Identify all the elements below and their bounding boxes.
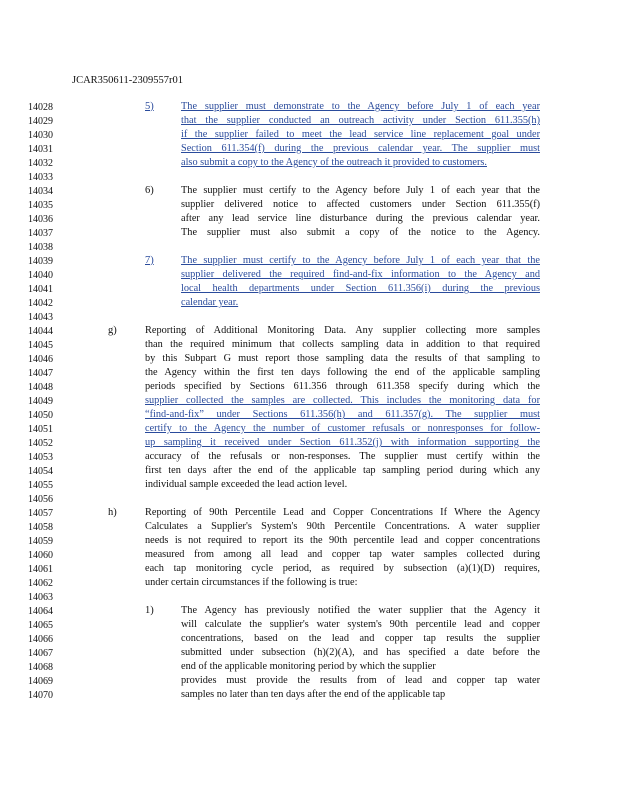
line-number: 14050 <box>28 410 53 421</box>
marker-h: h) <box>108 507 117 518</box>
text-line: The supplier must also submit a copy of the notice to the Agency. <box>181 227 540 238</box>
line-number: 14028 <box>28 102 53 113</box>
text-line: samples no later than ten days after the end of the applicable tap <box>181 689 446 700</box>
line-number: 14032 <box>28 158 53 169</box>
line-number: 14047 <box>28 368 53 379</box>
line-number: 14038 <box>28 242 53 253</box>
text-line: periods specified by Sections 611.356 through 611.358 specify during which the <box>145 381 540 392</box>
text-line: calendar year. <box>181 297 239 308</box>
line-number: 14043 <box>28 312 53 323</box>
text-line: also submit a copy to the Agency of the outreach it provided to customers. <box>181 157 487 168</box>
text-line: needs is not required to report its the 90th percentile lead and copper concentrations <box>145 535 540 546</box>
text-line: Section 611.354(f) during the previous calendar year. The supplier must <box>181 143 540 154</box>
line-number: 14051 <box>28 424 53 435</box>
line-number: 14070 <box>28 690 53 701</box>
line-number: 14049 <box>28 396 53 407</box>
line-number: 14029 <box>28 116 53 127</box>
text-line: Reporting of 90th Percentile Lead and Copper Concentrations If Where the Agency <box>145 507 540 518</box>
text-line: The supplier must demonstrate to the Agency before July 1 of each year <box>181 101 540 112</box>
line-number: 14036 <box>28 214 53 225</box>
text-line: concentrations, based on the lead and copper tap results the supplier <box>181 633 540 644</box>
text-line: first ten days after the end of the applicable tap sampling period during which any <box>145 465 540 476</box>
text-line: “find-and-fix” under Sections 611.356(h) and 611.357(g). The supplier must <box>145 409 540 420</box>
text-line: supplier delivered notice to affected customers under Section 611.355(f) <box>181 199 540 210</box>
text-line: Calculates a Supplier's System's 90th Percentile Concentrations. A water supplier <box>145 521 540 532</box>
marker-h1: 1) <box>145 605 154 616</box>
text-line: individual sample exceeded the lead action level. <box>145 479 348 490</box>
text-line: certify to the Agency the number of customer refusals or nonresponses for follow- <box>145 423 540 434</box>
line-number: 14065 <box>28 620 53 631</box>
line-number: 14048 <box>28 382 53 393</box>
line-number: 14068 <box>28 662 53 673</box>
text-line: provides must provide the results from of lead and copper tap water <box>181 675 540 686</box>
text-line: submitted under subsection (h)(2)(A), and has specified a date before the <box>181 647 540 658</box>
line-number: 14033 <box>28 172 53 183</box>
line-number: 14031 <box>28 144 53 155</box>
text-line: up sampling it received under Section 611.352(j) with information supporting the <box>145 437 540 448</box>
text-line: The Agency has previously notified the water supplier that the Agency it <box>181 605 540 616</box>
text-line: accuracy of the refusals or non-responses. The supplier must certify within the <box>145 451 540 462</box>
text-line: supplier collected the samples are collected. This includes the monitoring data for <box>145 395 540 406</box>
line-number: 14042 <box>28 298 53 309</box>
line-number: 14041 <box>28 284 53 295</box>
line-number: 14059 <box>28 536 53 547</box>
marker-5: 5) <box>145 101 154 112</box>
line-number: 14057 <box>28 508 53 519</box>
text-line: the Agency within the first ten days following the end of the applicable sampling <box>145 367 540 378</box>
text-line: Reporting of Additional Monitoring Data. Any supplier collecting more samples <box>145 325 540 336</box>
line-number: 14045 <box>28 340 53 351</box>
line-number: 14044 <box>28 326 53 337</box>
text-line: each tap monitoring cycle period, as required by subsection (a)(1)(D) requires, <box>145 563 540 574</box>
text-line: measured from among all lead and copper tap water samples collected during <box>145 549 540 560</box>
line-number: 14039 <box>28 256 53 267</box>
marker-6: 6) <box>145 185 154 196</box>
document-id-header: JCAR350611-2309557r01 <box>72 75 184 86</box>
text-line: by this Subpart G must report those sampling data the results of that sampling to <box>145 353 540 364</box>
line-number: 14066 <box>28 634 53 645</box>
text-line: that the supplier conducted an outreach activity under Section 611.355(h) <box>181 115 540 126</box>
text-line: under certain circumstances if the following is true: <box>145 577 358 588</box>
text-line: end of the applicable monitoring period by which the supplier <box>181 661 436 672</box>
line-number: 14062 <box>28 578 53 589</box>
line-number: 14054 <box>28 466 53 477</box>
marker-g: g) <box>108 325 117 336</box>
text-line: The supplier must certify to the Agency before July 1 of each year that the <box>181 255 540 266</box>
line-number: 14064 <box>28 606 53 617</box>
line-number: 14040 <box>28 270 53 281</box>
text-line: local health departments under Section 611.356(i) during the previous <box>181 283 540 294</box>
line-number: 14052 <box>28 438 53 449</box>
line-number: 14063 <box>28 592 53 603</box>
line-number: 14067 <box>28 648 53 659</box>
line-number: 14030 <box>28 130 53 141</box>
text-line: will calculate the supplier's water system's 90th percentile lead and copper <box>181 619 540 630</box>
text-line: supplier delivered the required find-and-fix information to the Agency and <box>181 269 540 280</box>
text-line: than the required minimum that collects sampling data in addition to that required <box>145 339 540 350</box>
marker-7: 7) <box>145 255 154 266</box>
line-number: 14037 <box>28 228 53 239</box>
line-number: 14060 <box>28 550 53 561</box>
text-line: after any lead service line disturbance during the previous calendar year. <box>181 213 540 224</box>
line-number: 14053 <box>28 452 53 463</box>
line-number: 14055 <box>28 480 53 491</box>
line-number: 14061 <box>28 564 53 575</box>
line-number: 14069 <box>28 676 53 687</box>
text-line: The supplier must certify to the Agency before July 1 of each year that the <box>181 185 540 196</box>
line-number: 14034 <box>28 186 53 197</box>
line-number: 14058 <box>28 522 53 533</box>
line-number: 14046 <box>28 354 53 365</box>
text-line: if the supplier failed to meet the lead service line replacement goal under <box>181 129 540 140</box>
line-number: 14056 <box>28 494 53 505</box>
line-number: 14035 <box>28 200 53 211</box>
